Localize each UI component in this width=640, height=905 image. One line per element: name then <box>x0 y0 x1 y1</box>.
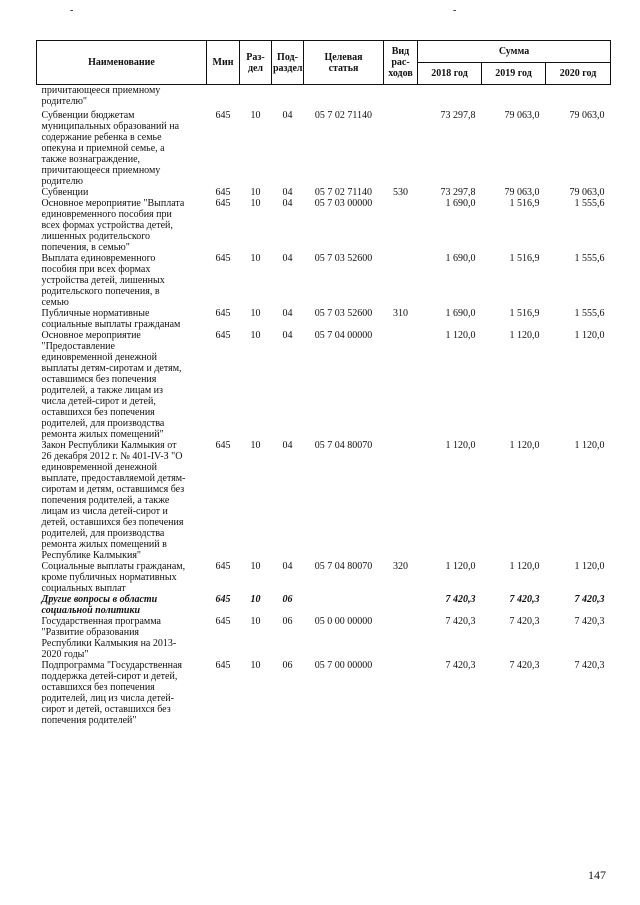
row-vid <box>384 616 418 660</box>
header-podrazdel: Под- раздел <box>272 41 304 85</box>
row-target: 05 7 02 71140 <box>314 110 373 121</box>
row-sum-2019: 7 420,3 <box>509 660 540 671</box>
row-sum-2018 <box>418 85 482 111</box>
row-min: 645 <box>215 187 231 198</box>
header-2019: 2019 год <box>482 63 546 85</box>
row-vid <box>384 660 418 726</box>
row-sum-2020: 79 063,0 <box>569 110 605 121</box>
table-row <box>37 198 611 253</box>
row-sum-2018: 1 690,0 <box>445 253 476 264</box>
row-podrazdel: 04 <box>282 253 293 264</box>
row-sum-2018: 73 297,8 <box>440 110 476 121</box>
table-row <box>37 330 611 440</box>
row-name: Социальные выплаты гражданам, кроме публичных нормативных социальных выплат <box>41 561 186 594</box>
row-target <box>304 85 384 111</box>
row-name: Публичные нормативные социальные выплаты гражданам <box>41 308 181 330</box>
table-row <box>37 187 611 198</box>
row-razdel: 10 <box>250 561 261 572</box>
row-sum-2018: 1 690,0 <box>445 198 476 209</box>
row-podrazdel: 04 <box>282 561 293 572</box>
row-target: 05 7 03 52600 <box>314 253 373 264</box>
row-target: 05 7 03 00000 <box>314 198 373 209</box>
row-sum-2018: 1 690,0 <box>445 308 476 319</box>
row-razdel: 10 <box>250 440 261 451</box>
row-podrazdel: 04 <box>282 308 293 319</box>
row-min: 645 <box>215 660 231 671</box>
row-sum-2019: 7 420,3 <box>509 594 540 605</box>
page-number: 147 <box>588 868 606 882</box>
header-2020: 2020 год <box>546 63 611 85</box>
row-razdel: 10 <box>250 110 261 121</box>
row-podrazdel <box>272 85 304 111</box>
row-name: Выплата единовременного пособия при всех формах устройства детей, лишенных родительского попечения, в семью <box>41 253 165 308</box>
table-row <box>37 594 611 616</box>
row-razdel <box>240 85 272 111</box>
row-name: Другие вопросы в области социальной политики <box>41 594 158 616</box>
row-razdel: 10 <box>250 187 261 198</box>
budget-table <box>36 40 611 726</box>
row-sum-2018: 7 420,3 <box>445 660 476 671</box>
row-name: Субвенции бюджетам муниципальных образований на содержание ребенка в семье опекуна и приемной семье, а также вознаграждение, причитающееся приемному родителю <box>41 110 180 187</box>
row-target: 05 7 00 00000 <box>314 660 373 671</box>
row-vid <box>384 110 418 187</box>
row-sum-2018: 1 120,0 <box>445 561 476 572</box>
row-sum-2020: 7 420,3 <box>574 594 605 605</box>
row-target: 05 7 04 00000 <box>314 330 373 341</box>
table-row <box>37 110 611 187</box>
row-name: Подпрограмма "Государственная поддержка детей-сирот и детей, оставшихся без попечения родителей, лиц из числа детей- сирот и детей, оставшихся без попечения родителей" <box>41 660 183 726</box>
row-sum-2018: 1 120,0 <box>445 330 476 341</box>
row-min: 645 <box>215 330 231 341</box>
row-podrazdel: 04 <box>282 330 293 341</box>
row-vid <box>384 253 418 308</box>
row-razdel: 10 <box>250 594 261 605</box>
row-sum-2020: 7 420,3 <box>574 616 605 627</box>
scan-mark-left: - <box>70 5 74 16</box>
header-vid: Вид рас- ходов <box>384 41 418 85</box>
row-vid <box>384 85 418 111</box>
row-min: 645 <box>215 440 231 451</box>
row-min: 645 <box>215 561 231 572</box>
header-name: Наименование <box>37 41 207 85</box>
row-podrazdel: 06 <box>282 660 293 671</box>
row-name: Основное мероприятие "Выплата единовременного пособия при всех формах устройства детей, лишенных родительского попечения, в семью" <box>41 198 185 253</box>
row-sum-2019: 79 063,0 <box>504 110 540 121</box>
row-min: 645 <box>215 253 231 264</box>
row-vid <box>384 594 418 616</box>
table-row <box>37 561 611 594</box>
row-sum-2019: 79 063,0 <box>504 187 540 198</box>
row-name: Закон Республики Калмыкия от 26 декабря 2012 г. № 401-IV-З "О единовременной денежной выплате, предоставляемой детям- сиротам и детям, оставшимся без попечения родителей, а также лицам из числа детей-сирот и детей, оставшихся без попечения родителей, для производства ремонта жилых помещений в Республике Калмыкия" <box>41 440 186 561</box>
row-sum-2018: 73 297,8 <box>440 187 476 198</box>
row-sum-2019: 1 120,0 <box>509 561 540 572</box>
row-sum-2020 <box>546 85 611 111</box>
row-sum-2020: 1 555,6 <box>574 308 605 319</box>
row-razdel: 10 <box>250 308 261 319</box>
row-razdel: 10 <box>250 330 261 341</box>
row-vid: 530 <box>393 187 408 198</box>
row-vid <box>384 330 418 440</box>
header-min: Мин <box>207 41 240 85</box>
row-target: 05 7 04 80070 <box>314 561 373 572</box>
row-name: Основное мероприятие "Предоставление единовременной денежной выплаты детям-сиротам и детям, оставшимся без попечения родителей, а также лицам из числа детей-сирот и детей, оставшихся без попечения родителей, для производства ремонта жилых помещений" <box>41 330 182 440</box>
table-row <box>37 660 611 726</box>
row-sum-2019: 1 516,9 <box>509 198 540 209</box>
row-sum-2019: 1 516,9 <box>509 253 540 264</box>
row-vid <box>384 198 418 253</box>
table-row <box>37 440 611 561</box>
row-min: 645 <box>215 594 231 605</box>
table-row <box>37 616 611 660</box>
row-razdel: 10 <box>250 253 261 264</box>
table-row <box>37 85 611 111</box>
table-row <box>37 253 611 308</box>
row-sum-2020: 1 120,0 <box>574 330 605 341</box>
row-sum-2019: 7 420,3 <box>509 616 540 627</box>
header-razdel: Раз- дел <box>240 41 272 85</box>
row-name: Государственная программа "Развитие образования Республики Калмыкия на 2013- 2020 годы" <box>41 616 177 660</box>
row-min: 645 <box>215 308 231 319</box>
row-target: 05 7 04 80070 <box>314 440 373 451</box>
row-podrazdel: 04 <box>282 187 293 198</box>
row-min: 645 <box>215 616 231 627</box>
row-vid: 320 <box>393 561 408 572</box>
row-target <box>304 594 384 616</box>
row-sum-2019: 1 120,0 <box>509 330 540 341</box>
row-vid <box>384 440 418 561</box>
row-sum-2018: 7 420,3 <box>445 594 476 605</box>
row-sum-2020: 1 120,0 <box>574 561 605 572</box>
row-sum-2018: 7 420,3 <box>445 616 476 627</box>
row-sum-2018: 1 120,0 <box>445 440 476 451</box>
row-min <box>207 85 240 111</box>
header-target: Целевая статья <box>304 41 384 85</box>
header-2018: 2018 год <box>418 63 482 85</box>
row-min: 645 <box>215 110 231 121</box>
row-sum-2019: 1 120,0 <box>509 440 540 451</box>
row-name: причитающееся приемному родителю" <box>41 85 161 107</box>
row-razdel: 10 <box>250 616 261 627</box>
row-razdel: 10 <box>250 198 261 209</box>
row-target: 05 7 02 71140 <box>314 187 373 198</box>
row-sum-2020: 7 420,3 <box>574 660 605 671</box>
row-sum-2020: 1 555,6 <box>574 198 605 209</box>
row-vid: 310 <box>393 308 408 319</box>
row-podrazdel: 06 <box>282 594 293 605</box>
row-sum-2020: 79 063,0 <box>569 187 605 198</box>
row-min: 645 <box>215 198 231 209</box>
row-podrazdel: 04 <box>282 198 293 209</box>
row-podrazdel: 04 <box>282 110 293 121</box>
row-target: 05 7 03 52600 <box>314 308 373 319</box>
row-sum-2019: 1 516,9 <box>509 308 540 319</box>
table-row <box>37 308 611 330</box>
row-sum-2020: 1 120,0 <box>574 440 605 451</box>
row-name: Субвенции <box>41 187 89 198</box>
header-sum: Сумма <box>418 41 611 63</box>
row-razdel: 10 <box>250 660 261 671</box>
row-podrazdel: 04 <box>282 440 293 451</box>
row-sum-2019 <box>482 85 546 111</box>
row-sum-2020: 1 555,6 <box>574 253 605 264</box>
row-target: 05 0 00 00000 <box>314 616 373 627</box>
row-podrazdel: 06 <box>282 616 293 627</box>
table-body <box>37 85 611 727</box>
scan-mark-right: - <box>453 5 457 16</box>
